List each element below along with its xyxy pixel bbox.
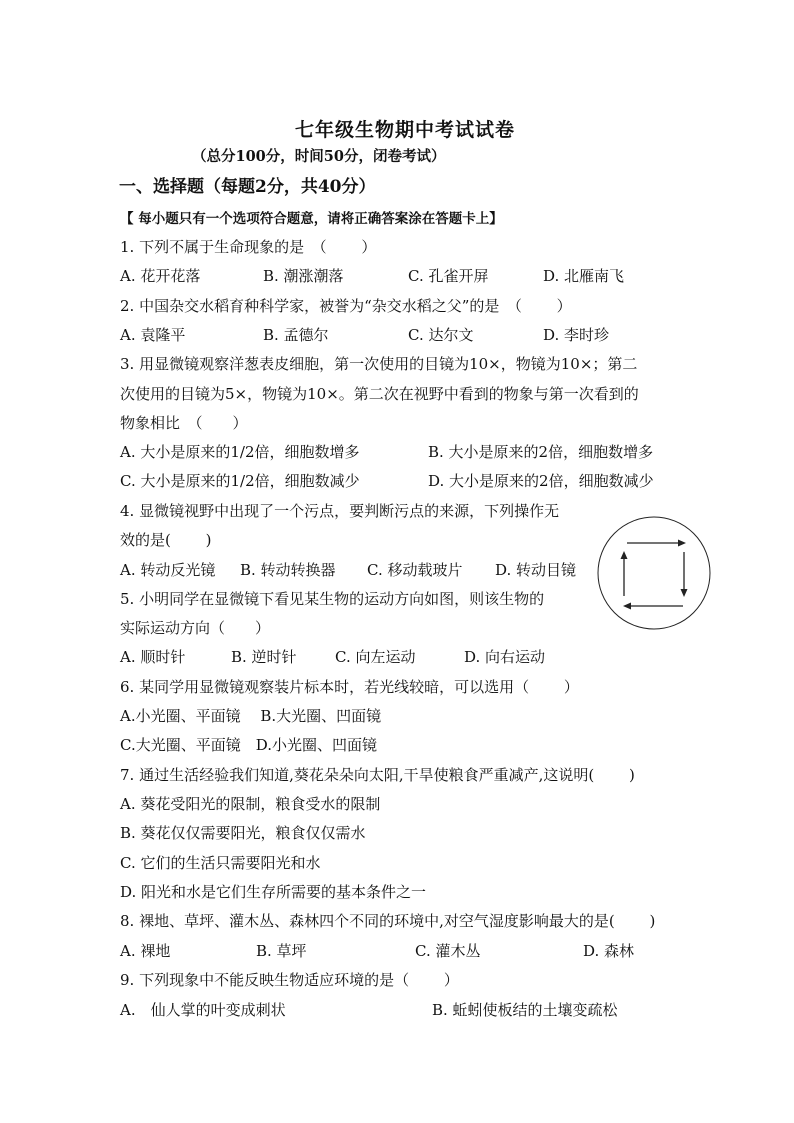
question-1-stem: 1. 下列不属于生命现象的是 （ ） bbox=[120, 238, 377, 256]
question-5-line-1: 5. 小明同学在显微镜下看见某生物的运动方向如图，则该生物的 bbox=[120, 590, 545, 608]
question-8-option-d: D. 森林 bbox=[583, 942, 635, 960]
question-7-stem: 7. 通过生活经验我们知道,葵花朵朵向太阳,干旱使粮食严重减产,这说明( ) bbox=[120, 766, 635, 784]
left-arrow-head bbox=[621, 551, 628, 559]
question-5-option-c: C. 向左运动 bbox=[335, 648, 416, 666]
question-1-option-d: D. 北雁南飞 bbox=[543, 267, 625, 285]
question-5-option-b: B. 逆时针 bbox=[231, 648, 297, 666]
question-3-option-d: D. 大小是原来的2倍，细胞数减少 bbox=[428, 472, 654, 490]
question-3-option-a: A. 大小是原来的1/2倍，细胞数增多 bbox=[120, 443, 360, 461]
question-6-stem: 6. 某同学用显微镜观察装片标本时，若光线较暗，可以选用（ ） bbox=[120, 678, 579, 696]
question-8-option-b: B. 草坪 bbox=[256, 942, 307, 960]
microscope-field-figure bbox=[596, 515, 712, 631]
question-9-stem: 9. 下列现象中不能反映生物适应环境的是（ ） bbox=[120, 971, 459, 989]
question-4-option-d: D. 转动目镜 bbox=[495, 561, 577, 579]
question-2-option-b: B. 孟德尔 bbox=[263, 326, 329, 344]
question-2-option-c: C. 达尔文 bbox=[408, 326, 474, 344]
question-7-option-a: A. 葵花受阳光的限制，粮食受水的限制 bbox=[120, 795, 381, 813]
question-8-option-a: A. 裸地 bbox=[120, 942, 171, 960]
question-2-option-d: D. 李时珍 bbox=[543, 326, 610, 344]
exam-title: 七年级生物期中考试试卷 bbox=[295, 119, 516, 141]
question-6-options-cd: C.大光圈、平面镜 D.小光圈、凹面镜 bbox=[120, 736, 377, 754]
question-3-line-3: 物象相比 （ ） bbox=[120, 414, 248, 432]
question-4-option-b: B. 转动转换器 bbox=[240, 561, 336, 579]
question-9-option-a: A. 仙人掌的叶变成刺状 bbox=[120, 1001, 286, 1019]
question-4-option-a: A. 转动反光镜 bbox=[120, 561, 216, 579]
question-1-option-c: C. 孔雀开屏 bbox=[408, 267, 489, 285]
bottom-arrow-head bbox=[623, 603, 631, 610]
field-of-view-circle bbox=[598, 517, 710, 629]
section-instruction: 【 每小题只有一个选项符合题意，请将正确答案涂在答题卡上】 bbox=[120, 211, 503, 227]
question-2-option-a: A. 袁隆平 bbox=[120, 326, 186, 344]
question-9-option-b: B. 蚯蚓使板结的土壤变疏松 bbox=[432, 1001, 618, 1019]
question-5-option-a: A. 顺时针 bbox=[120, 648, 186, 666]
question-7-option-c: C. 它们的生活只需要阳光和水 bbox=[120, 854, 321, 872]
section-heading: 一、选择题（每题2分，共40分） bbox=[119, 177, 376, 197]
field-of-view-diagram bbox=[596, 515, 712, 631]
question-1-option-b: B. 潮涨潮落 bbox=[263, 267, 344, 285]
question-3-option-c: C. 大小是原来的1/2倍，细胞数减少 bbox=[120, 472, 360, 490]
question-6-options-ab: A.小光圈、平面镜 B.大光圈、凹面镜 bbox=[120, 707, 382, 725]
question-7-option-b: B. 葵花仅仅需要阳光，粮食仅仅需水 bbox=[120, 824, 366, 842]
question-7-option-d: D. 阳光和水是它们生存所需要的基本条件之一 bbox=[120, 883, 427, 901]
question-3-line-1: 3. 用显微镜观察洋葱表皮细胞，第一次使用的目镜为10×，物镜为10×；第二 bbox=[120, 355, 638, 373]
question-4-line-1: 4. 显微镜视野中出现了一个污点，要判断污点的来源，下列操作无 bbox=[120, 502, 560, 520]
exam-subtitle: （总分100分，时间50分，闭卷考试） bbox=[192, 148, 446, 165]
right-arrow-head bbox=[681, 589, 688, 597]
question-8-stem: 8. 裸地、草坪、灌木丛、森林四个不同的环境中,对空气湿度影响最大的是( ) bbox=[120, 912, 656, 930]
question-4-line-2: 效的是( ) bbox=[120, 531, 212, 549]
question-4-option-c: C. 移动载玻片 bbox=[367, 561, 463, 579]
question-1-option-a: A. 花开花落 bbox=[120, 267, 201, 285]
top-arrow-head bbox=[678, 540, 686, 547]
question-5-line-2: 实际运动方向（ ） bbox=[120, 619, 271, 637]
question-5-option-d: D. 向右运动 bbox=[464, 648, 546, 666]
question-3-option-b: B. 大小是原来的2倍，细胞数增多 bbox=[428, 443, 654, 461]
question-8-option-c: C. 灌木丛 bbox=[415, 942, 481, 960]
question-2-stem: 2. 中国杂交水稻育种科学家，被誉为“杂交水稻之父”的是 （ ） bbox=[120, 297, 572, 315]
question-3-line-2: 次使用的目镜为5×，物镜为10×。第二次在视野中看到的物象与第一次看到的 bbox=[120, 385, 639, 403]
